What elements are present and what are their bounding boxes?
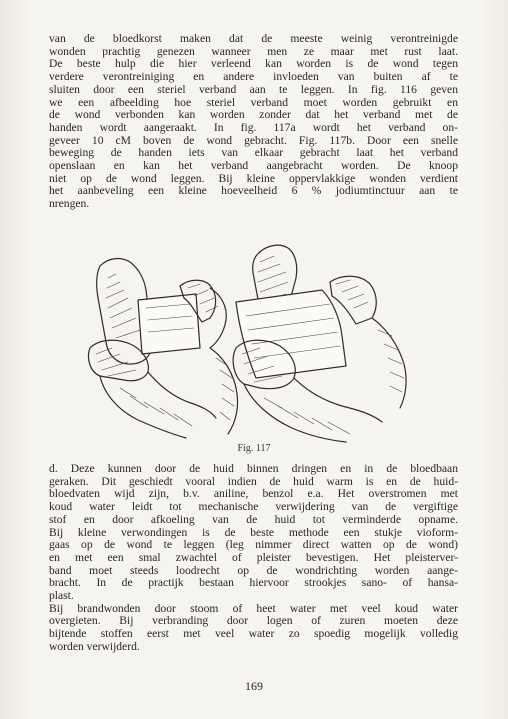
text-line: bracht. In de practijk bestaan hiervoor strookjes sano- of hansa- (49, 577, 458, 590)
text-line: gaas op de wond te leggen (leg nimmer direct watten op de wond) (49, 539, 458, 552)
text-line: beweging de handen iets van elkaar gebracht laat het verband (49, 147, 458, 160)
text-line: Bij brandwonden door stoom of heet water met veel koud water (49, 602, 458, 615)
figure-117-illustration (60, 238, 450, 443)
text-line: plast. (49, 590, 74, 603)
text-line: worden verwijderd. (49, 640, 140, 653)
text-line: handen wordt aangeraakt. In fig. 117a wordt het verband on- (49, 121, 458, 134)
text-line: en met een smal zwachtel of pleister bevestigen. Het pleisterver- (49, 551, 458, 564)
text-line: Bij kleine verwondingen is de beste methode een stukje vioform- (49, 526, 458, 539)
text-line: koud water leidt tot mechanische verwijdering van de vergiftige (49, 501, 458, 514)
text-line: geveer 10 cM boven de wond gebracht. Fig. 117b. Door een snelle (49, 134, 458, 147)
text-line: bloedvaten wijd zijn, b.v. aniline, benzol e.a. Het overstromen met (49, 488, 458, 501)
text-line: d. Deze kunnen door de huid binnen dringen en in de bloedbaan (49, 463, 458, 475)
text-line: De beste hulp die hier verleend kan worden is de wond tegen (49, 58, 458, 71)
text-line: geraken. Dit geschiedt vooral indien de huid warm is en de huid- (49, 475, 458, 488)
text-line: verdere verontreiniging en andere invloeden van buiten af te (49, 71, 458, 84)
text-line: band moet steeds loodrecht op de wondrichting worden aange- (49, 564, 458, 577)
text-line: nrengen. (49, 198, 90, 211)
page-number: 169 (245, 679, 263, 693)
text-line: openslaan en kan het verband aangebracht worden. De knoop (49, 160, 458, 173)
text-line: bijtende stoffen eerst met veel water zo spoedig mogelijk volledig (49, 628, 458, 641)
top-paragraph (49, 33, 458, 211)
text-line: van de bloedkorst maken dat de meeste weinig verontreinigde (49, 33, 458, 45)
text-line: overgieten. Bij verbranding door logen of zuren moeten deze (49, 615, 458, 628)
bandaging-hands-drawing (60, 238, 450, 443)
text-line: wonden prachtig genezen wanneer men ze maar met rust laat. (49, 45, 458, 58)
text-line: sluiten door een steriel verband aan te leggen. In fig. 116 geven (49, 83, 458, 96)
text-line: niet op de wond leggen. Bij kleine oppervlakkige wonden verdient (49, 172, 458, 185)
figure-117b-panel (233, 245, 406, 442)
text-line: de wond verbonden kan worden zonder dat het verband met de (49, 109, 458, 122)
text-line: we een afbeelding hoe steriel verband moet worden gebruikt en (49, 96, 458, 109)
text-line: stof en door afkoeling van de huid tot verminderde opname. (49, 513, 458, 526)
figure-117a-panel (88, 259, 237, 438)
figure-caption: Fig. 117 (237, 443, 271, 454)
bottom-paragraph (49, 463, 458, 654)
text-line: het aanbeveling een kleine hoeveelheid 6 % jodiumtinctuur aan te (49, 185, 458, 198)
